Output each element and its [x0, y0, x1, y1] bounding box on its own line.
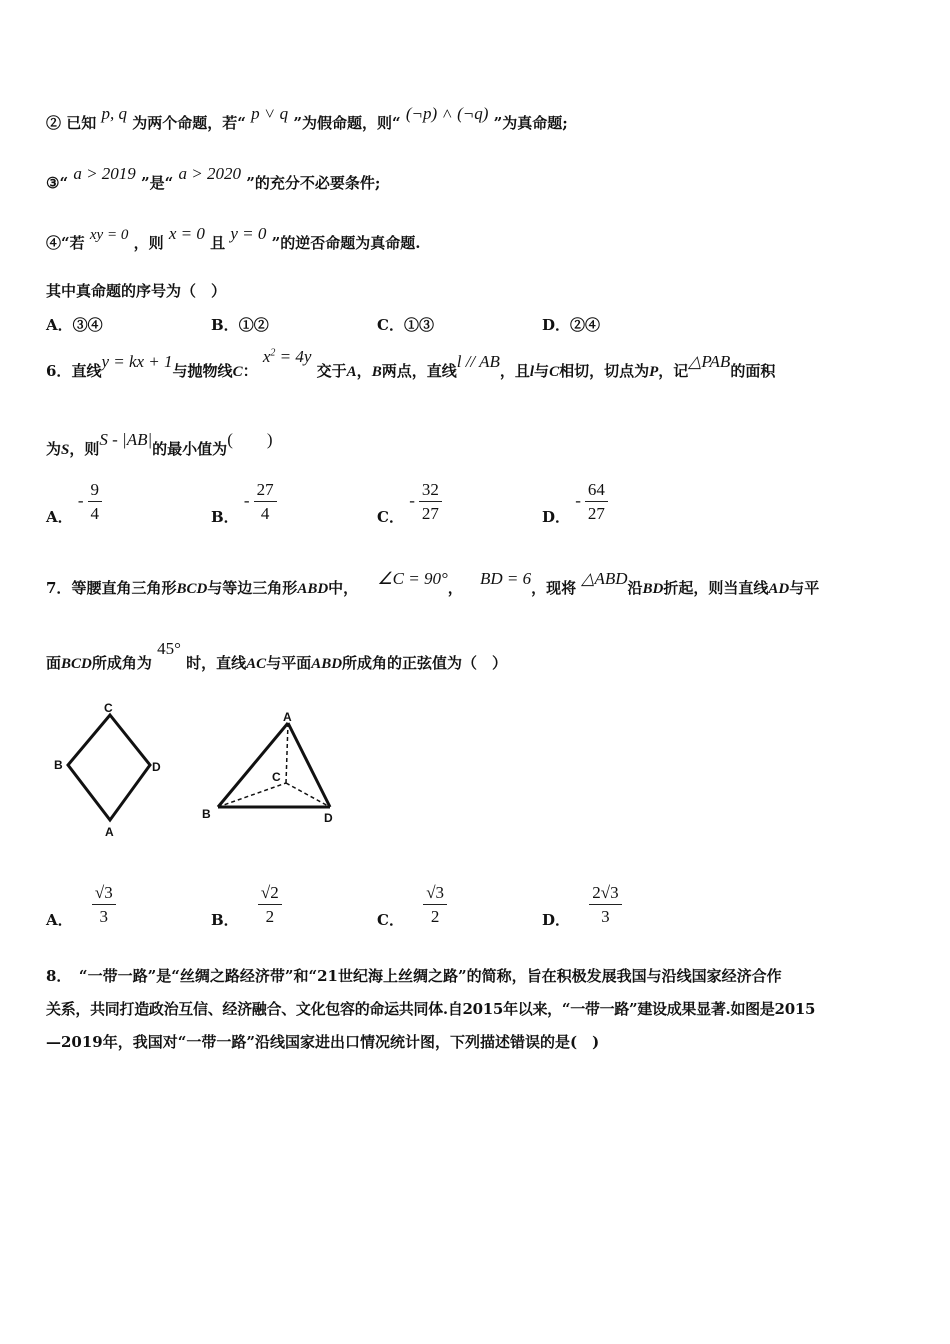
tetrahedron-figure	[218, 723, 330, 807]
q7-figures	[40, 695, 360, 845]
q5-option-d[interactable]: D．②④	[542, 316, 601, 334]
q8-line2: 关系，共同打造政治互信、经济融合、文化包容的命运共同体.自2015年以来，“一带一路”建设成果显著.如图是2015	[46, 1000, 816, 1018]
math-expr: xy = 0	[89, 227, 129, 243]
q6-option-b[interactable]: B． - $\frac{27}{4}$	[211, 480, 277, 524]
item-number: ③	[46, 174, 60, 192]
q7-option-d[interactable]: D． $\frac{2√3}{3}$	[542, 883, 622, 927]
q8-line1: 8． “一带一路”是“丝绸之路经济带”和“21世纪海上丝绸之路”的简称，旨在积极发展我国与沿线国家经济合作	[46, 967, 782, 985]
q8-line3: —2019年，我国对“一带一路”沿线国家进出口情况统计图，下列描述错误的是( )	[46, 1033, 600, 1051]
q7-option-a[interactable]: A． $\frac{√3}{3}$	[46, 883, 116, 927]
math-expr: 45°	[157, 639, 181, 658]
question-number: 7．	[46, 579, 72, 597]
label-c-fig1: C	[104, 701, 113, 715]
math-expr: y = 0	[230, 224, 267, 243]
math-expr: l // AB	[456, 352, 500, 371]
label-d-fig2: D	[324, 811, 333, 825]
math-expr: $x^2 = 4y$	[262, 347, 312, 366]
q5-prompt: 其中真命题的序号为（ ）	[46, 282, 227, 300]
math-expr: y = kx + 1	[101, 352, 173, 371]
label-a-fig1: A	[105, 825, 114, 839]
math-expr: a > 2020	[178, 164, 242, 183]
q7-line2: 面BCD所成角为 45° 时，直线AC与平面ABD所成角的正弦值为（ ）	[46, 639, 508, 672]
label-b-fig2: B	[202, 807, 211, 821]
item-number: ④	[46, 234, 62, 252]
q5-option-b[interactable]: B．①②	[211, 316, 269, 334]
label-a-fig2: A	[283, 710, 292, 724]
math-expr: x = 0	[168, 224, 205, 243]
statement-2: ② 已知 p, q 为两个命题，若“ p ˅ q ”为假命题，则“ (¬p) ˄ (¬q) ”为真命题;	[46, 104, 568, 132]
math-expr: a > 2019	[73, 164, 136, 183]
statement-3: ③“ a > 2019 ”是“ a > 2020 ”的充分不必要条件;	[46, 164, 381, 192]
math-expr: △ABD	[581, 569, 628, 588]
edge-ac	[286, 723, 288, 783]
math-expr: S - |AB|	[99, 430, 153, 449]
label-c-fig2: C	[272, 770, 281, 784]
q7-line1: 7．等腰直角三角形BCD与等边三角形ABD中， ∠C = 90°， BD = 6，现将 △ABD沿BD折起，则当直线AD与平	[46, 569, 820, 597]
label-b-fig1: B	[54, 758, 63, 772]
q7-option-b[interactable]: B． $\frac{√2}{2}$	[211, 883, 282, 927]
q6-line2: 为S，则S - |AB|的最小值为( )	[46, 430, 273, 458]
q6-option-a[interactable]: A． - $\frac{9}{4}$	[46, 480, 102, 524]
q6-option-c[interactable]: C． - $\frac{32}{27}$	[377, 480, 442, 524]
math-expr: p, q	[101, 104, 127, 123]
q6-option-d[interactable]: D． - $\frac{64}{27}$	[542, 480, 608, 524]
square-bcda-outline	[68, 715, 150, 820]
math-expr: (¬p) ˄ (¬q)	[405, 104, 489, 123]
q6-line1: 6．直线y = kx + 1与抛物线C： $x^2 = 4y$ 交于A，B两点，直线l // AB，且l与C相切，切点为P，记△PAB的面积	[46, 347, 776, 380]
edge-ad	[288, 723, 330, 807]
math-expr: △PAB	[688, 352, 731, 371]
q8-text	[46, 960, 906, 1059]
statement-4: ④“若 xy = 0 ，则 x = 0 且 y = 0 ”的逆否命题为真命题.	[46, 224, 421, 252]
math-expr: BD = 6	[480, 569, 532, 588]
item-number: ②	[46, 114, 62, 132]
math-expr: ∠C = 90°	[377, 569, 448, 588]
q5-option-a[interactable]: A．③④	[46, 316, 103, 334]
question-number: 6．	[46, 362, 72, 380]
q7-option-c[interactable]: C． $\frac{√3}{2}$	[377, 883, 447, 927]
square-figure	[68, 715, 150, 820]
label-d-fig1: D	[152, 760, 161, 774]
q5-option-c[interactable]: C．①③	[377, 316, 434, 334]
math-expr: p ˅ q	[251, 104, 289, 123]
